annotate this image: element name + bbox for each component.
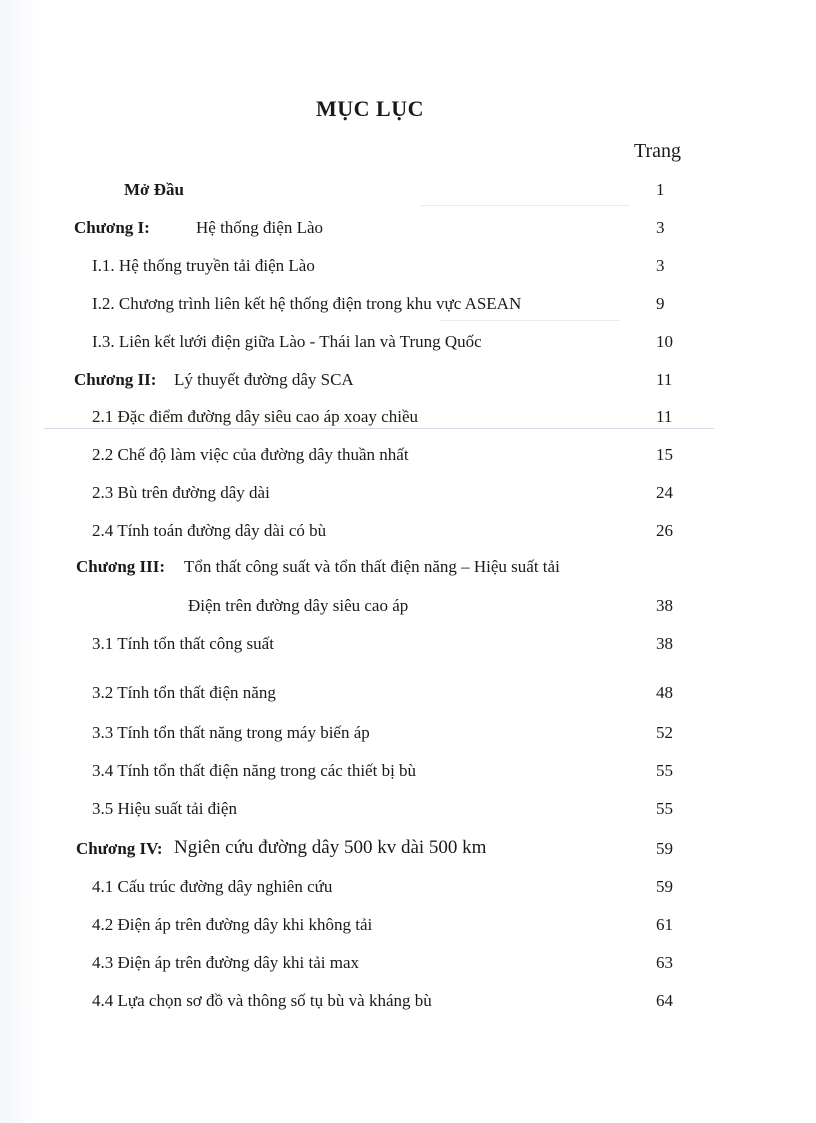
chapter-label: Chương IV: [76,839,163,858]
entry-page: 61 [656,915,673,934]
toc-entry[interactable] [0,953,816,983]
entry-label: 4.2 Điện áp trên đường dây khi không tải [92,915,373,934]
entry-label: 4.3 Điện áp trên đường dây khi tải max [92,953,360,972]
entry-label: Ngiên cứu đường dây 500 kv dài 500 km [174,837,487,858]
toc-chapter-entry[interactable] [0,218,816,248]
entry-page: 3 [656,218,665,237]
entry-page: 26 [656,521,673,540]
chapter-label: Chương III: [76,557,166,576]
toc-entry[interactable] [0,332,816,362]
toc-entry[interactable] [0,761,816,791]
entry-page: 55 [656,799,673,818]
entry-page: 64 [656,991,673,1010]
toc-entry[interactable] [0,521,816,551]
entry-label: 2.2 Chế độ làm việc của đường dây thuần nhất [92,445,409,464]
toc-entry[interactable] [0,407,816,437]
page-column-header: Trang [634,140,682,162]
toc-entry[interactable] [0,915,816,945]
toc-entry[interactable] [0,180,816,210]
entry-page: 52 [656,723,673,742]
entry-label: 2.1 Đặc điểm đường dây siêu cao áp xoay chiều [92,407,418,426]
entry-label: 3.4 Tính tổn thất điện năng trong các thiết bị bù [92,761,417,780]
entry-page: 38 [656,634,673,653]
entry-label: I.1. Hệ thống truyền tải điện Lào [92,256,315,275]
entry-label: 4.4 Lựa chọn sơ đồ và thông số tụ bù và kháng bù [92,991,432,1010]
entry-page: 1 [656,180,665,199]
entry-page: 59 [656,877,673,896]
entry-page: 48 [656,683,673,702]
toc-entry[interactable] [0,634,816,664]
toc-entry[interactable] [0,445,816,475]
entry-label: 3.1 Tính tổn thất công suất [92,634,274,653]
entry-page: 9 [656,294,665,313]
entry-page: 63 [656,953,673,972]
entry-page: 24 [656,483,673,502]
entry-label: Tổn thất công suất và tổn thất điện năng – Hiệu suất tải [184,557,560,576]
entry-label: Hệ thống điện Lào [196,218,323,237]
entry-page: 55 [656,761,673,780]
entry-label: I.3. Liên kết lưới điện giữa Lào - Thái lan và Trung Quốc [92,332,482,351]
chapter-label: Chương II: [74,370,157,389]
entry-label: 2.3 Bù trên đường dây dài [92,483,270,502]
toc-entry[interactable] [0,877,816,907]
toc-entry[interactable] [0,723,816,753]
entry-label: Mở Đầu [124,180,184,199]
entry-page: 38 [656,596,673,615]
toc-chapter-entry[interactable] [0,837,816,867]
entry-page: 59 [656,839,673,858]
toc-chapter-entry[interactable] [0,557,816,587]
chapter-label: Chương I: [74,218,150,237]
toc-entry[interactable] [0,991,816,1021]
entry-label: Điện trên đường dây siêu cao áp [188,596,409,615]
entry-page: 10 [656,332,673,351]
entry-label: 3.3 Tính tổn thất năng trong máy biến áp [92,723,370,742]
entry-label: 4.1 Cấu trúc đường dây nghiên cứu [92,877,333,896]
toc-title: MỤC LỤC [316,96,424,121]
entry-page: 15 [656,445,673,464]
toc-entry[interactable] [0,294,816,324]
toc-entry[interactable] [0,256,816,286]
entry-page: 11 [656,370,673,389]
toc-entry[interactable] [0,483,816,513]
entry-page: 3 [656,256,665,275]
entry-label: 2.4 Tính toán đường dây dài có bù [92,521,327,540]
entry-label: 3.5 Hiệu suất tải điện [92,799,237,818]
toc-entry[interactable] [0,799,816,829]
toc-chapter-entry[interactable] [0,370,816,400]
entry-page: 11 [656,407,673,426]
entry-label: I.2. Chương trình liên kết hệ thống điện trong khu vực ASEAN [92,294,522,313]
toc-entry-continued[interactable] [0,596,816,626]
entry-label: 3.2 Tính tổn thất điện năng [92,683,276,702]
entry-label: Lý thuyết đường dây SCA [174,370,354,389]
toc-entry[interactable] [0,683,816,713]
